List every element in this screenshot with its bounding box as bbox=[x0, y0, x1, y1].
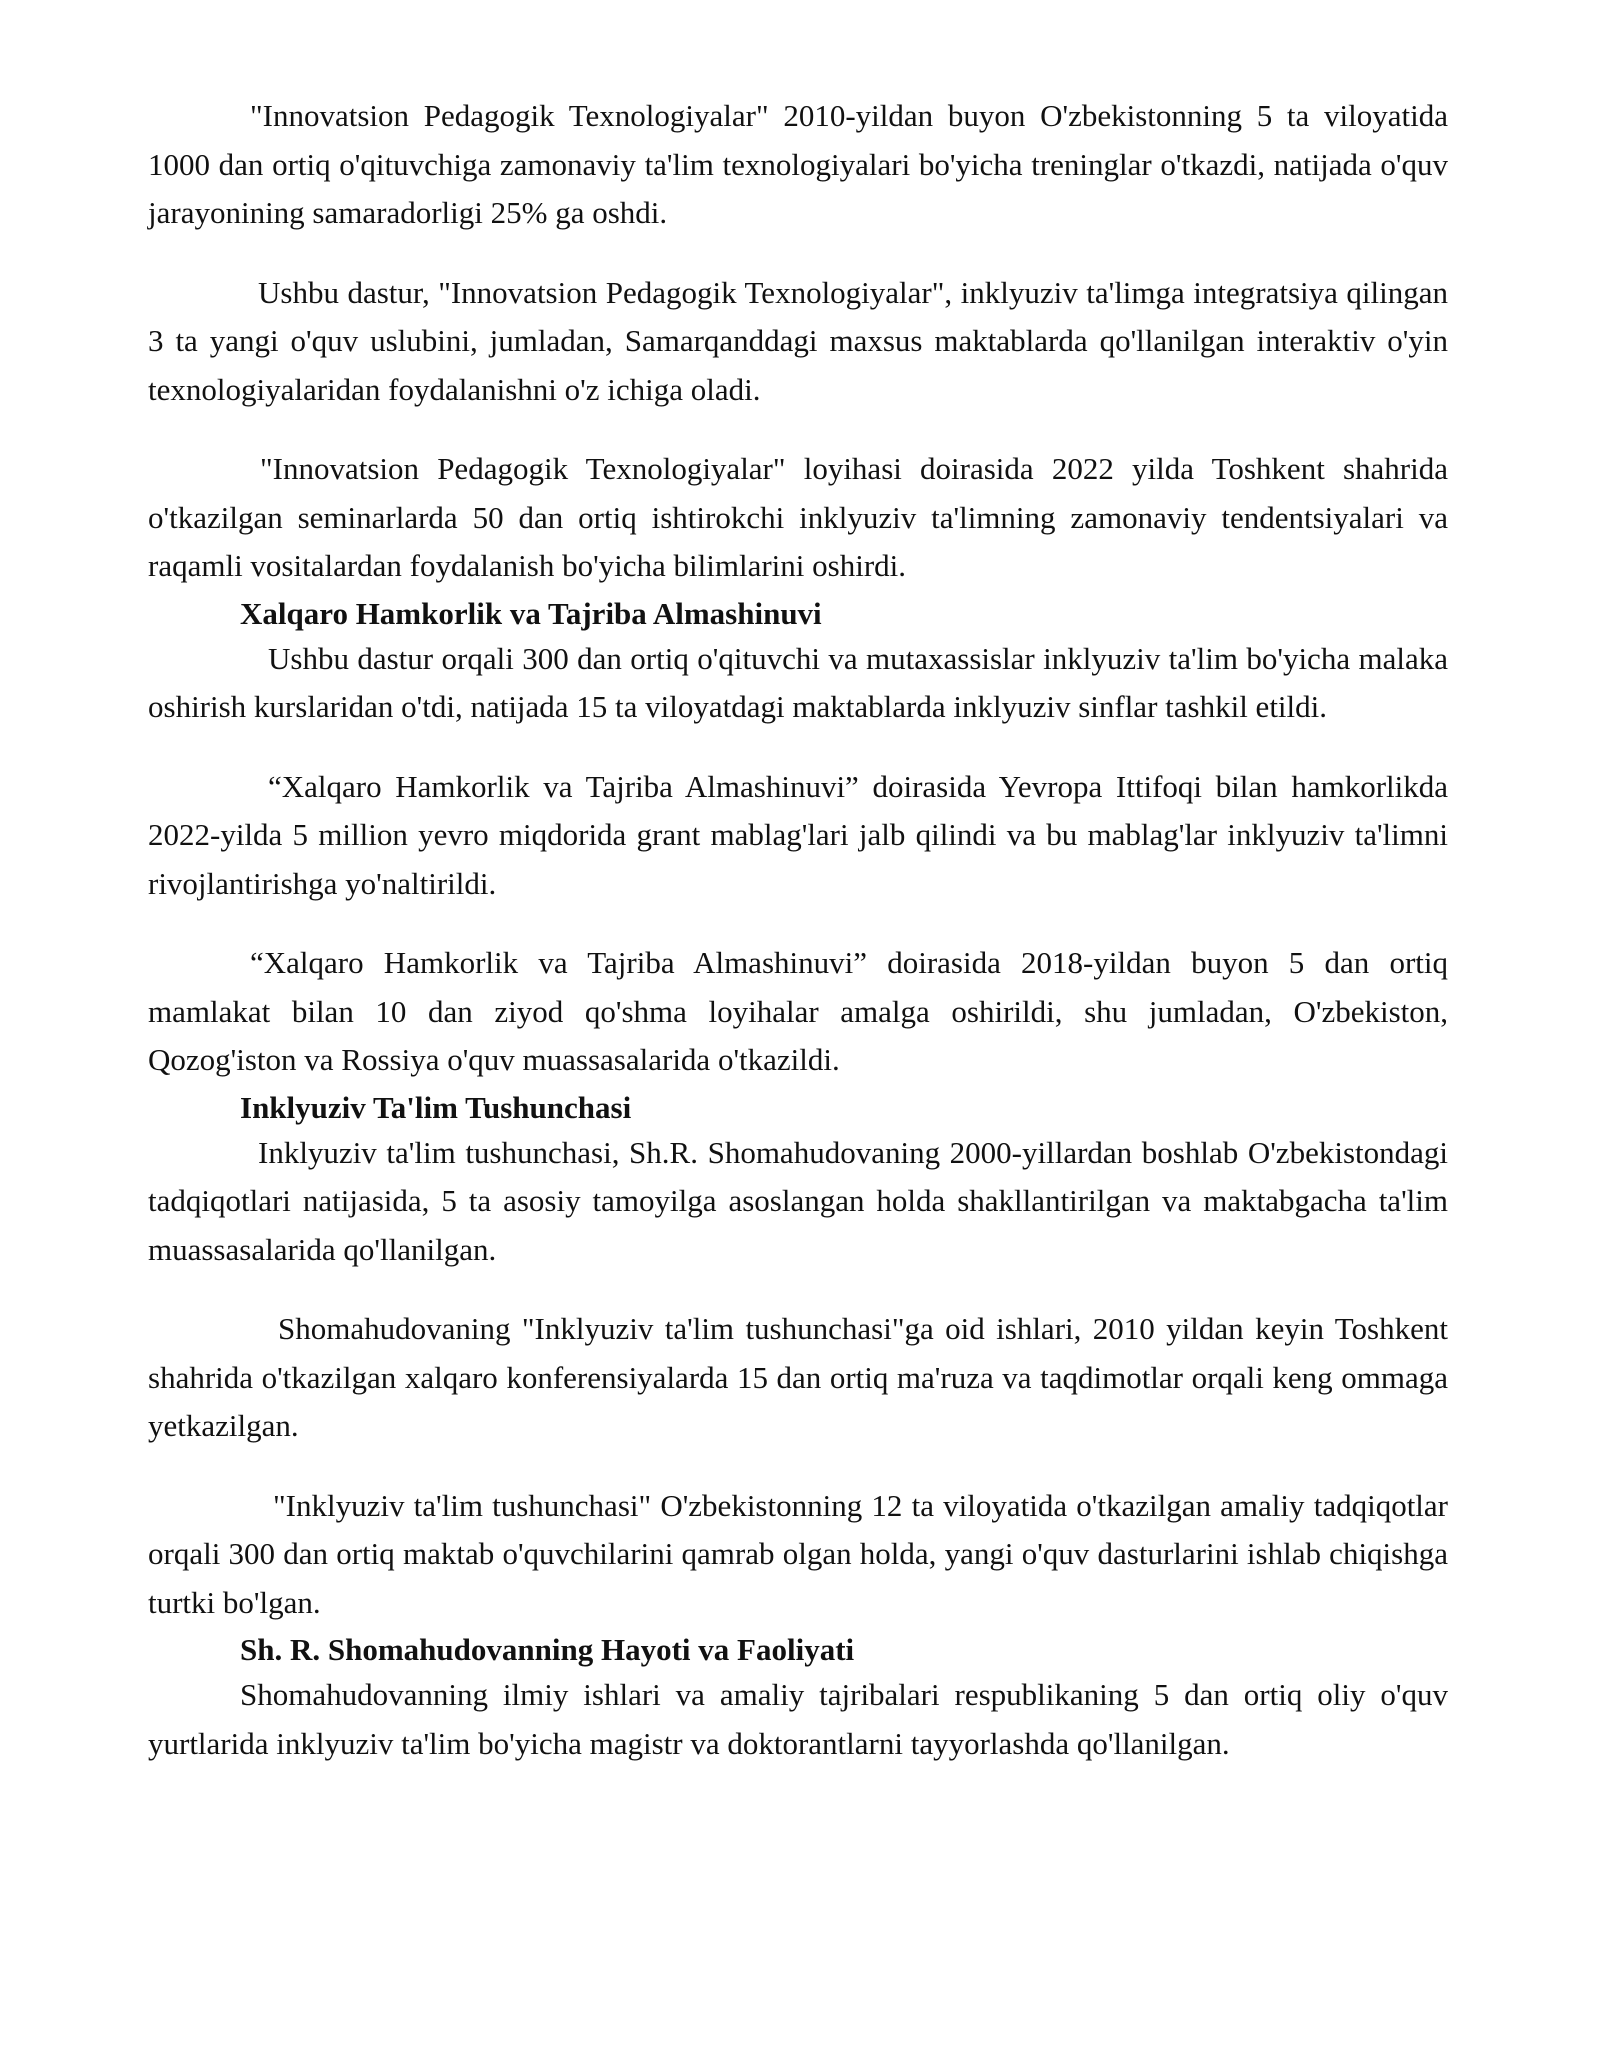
paragraph-xalqaro-1: Ushbu dastur orqali 300 dan ortiq o'qituvchi va mutaxassislar inklyuziv ta'lim bo'yicha malaka oshirish kurslaridan o'tdi, natijada 15 ta viloyatdagi maktablarda inklyuziv sinflar tashkil etildi. bbox=[148, 640, 1448, 724]
paragraph-inklyuziv-1: Inklyuziv ta'lim tushunchasi, Sh.R. Shomahudovaning 2000-yillardan boshlab O'zbekistondagi tadqiqotlari natijasida, 5 ta asosiy tamoyilga asoslangan holda shakllantirilgan va maktabgacha ta'lim muassasalarida qo'llanilgan. bbox=[148, 1134, 1448, 1267]
section-heading-inklyuziv: Inklyuziv Ta'lim Tushunchasi bbox=[240, 1089, 632, 1125]
paragraph-intro-3: "Innovatsion Pedagogik Texnologiyalar" loyihasi doirasida 2022 yilda Toshkent shahrida o'tkazilgan seminarlarda 50 dan ortiq ishtirokchi inklyuziv ta'limning zamonaviy tendentsiyalari va raqamli vositalardan foydalanish bo'yicha bilimlarini oshirdi. bbox=[148, 451, 1448, 583]
document-page bbox=[148, 92, 1448, 1768]
paragraph-xalqaro-2: “Xalqaro Hamkorlik va Tajriba Almashinuvi” doirasida Yevropa Ittifoqi bilan hamkorlikda 2022-yilda 5 million yevro miqdorida grant mablag'lari jalb qilindi va bu mablag'lar inklyuziv ta'limni rivojlantirishga yo'naltirildi. bbox=[148, 768, 1448, 901]
paragraph-inklyuziv-2: Shomahudovaning "Inklyuziv ta'lim tushunchasi"ga oid ishlari, 2010 yildan keyin Toshkent shahrida o'tkazilgan xalqaro konferensiyalarda 15 dan ortiq ma'ruza va taqdimotlar orqali keng ommaga yetkazilgan. bbox=[148, 1311, 1448, 1443]
section-heading-xalqaro: Xalqaro Hamkorlik va Tajriba Almashinuvi bbox=[240, 595, 822, 631]
paragraph-intro-1: "Innovatsion Pedagogik Texnologiyalar" 2010-yildan buyon O'zbekistonning 5 ta viloyatida 1000 dan ortiq o'qituvchiga zamonaviy ta'lim texnologiyalari bo'yicha treninglar o'tkazdi, natijada o'quv jarayonining samaradorligi 25% ga oshdi. bbox=[148, 98, 1448, 230]
paragraph-intro-2: Ushbu dastur, "Innovatsion Pedagogik Texnologiyalar", inklyuziv ta'limga integratsiya qilingan 3 ta yangi o'quv uslubini, jumladan, Samarqanddagi maxsus maktablarda qo'llanilgan interaktiv o'yin texnologiyalaridan foydalanishni o'z ichiga oladi. bbox=[148, 274, 1448, 407]
paragraph-inklyuziv-3: "Inklyuziv ta'lim tushunchasi" O'zbekistonning 12 ta viloyatida o'tkazilgan amaliy tadqiqotlar orqali 300 dan ortiq maktab o'quvchilarini qamrab olgan holda, yangi o'quv dasturlarini ishlab chiqishga turtki bo'lgan. bbox=[148, 1487, 1448, 1620]
paragraph-hayoti-1: Shomahudovanning ilmiy ishlari va amaliy tajribalari respublikaning 5 dan ortiq oliy o'quv yurtlarida inklyuziv ta'lim bo'yicha magistr va doktorantlarni tayyorlashda qo'llanilgan. bbox=[148, 1677, 1448, 1761]
section-heading-hayoti: Sh. R. Shomahudovanning Hayoti va Faoliyati bbox=[240, 1632, 855, 1667]
paragraph-xalqaro-3: “Xalqaro Hamkorlik va Tajriba Almashinuvi” doirasida 2018-yildan buyon 5 dan ortiq mamlakat bilan 10 dan ziyod qo'shma loyihalar amalga oshirildi, shu jumladan, O'zbekiston, Qozog'iston va Rossiya o'quv muassasalarida o'tkazildi. bbox=[148, 945, 1448, 1077]
